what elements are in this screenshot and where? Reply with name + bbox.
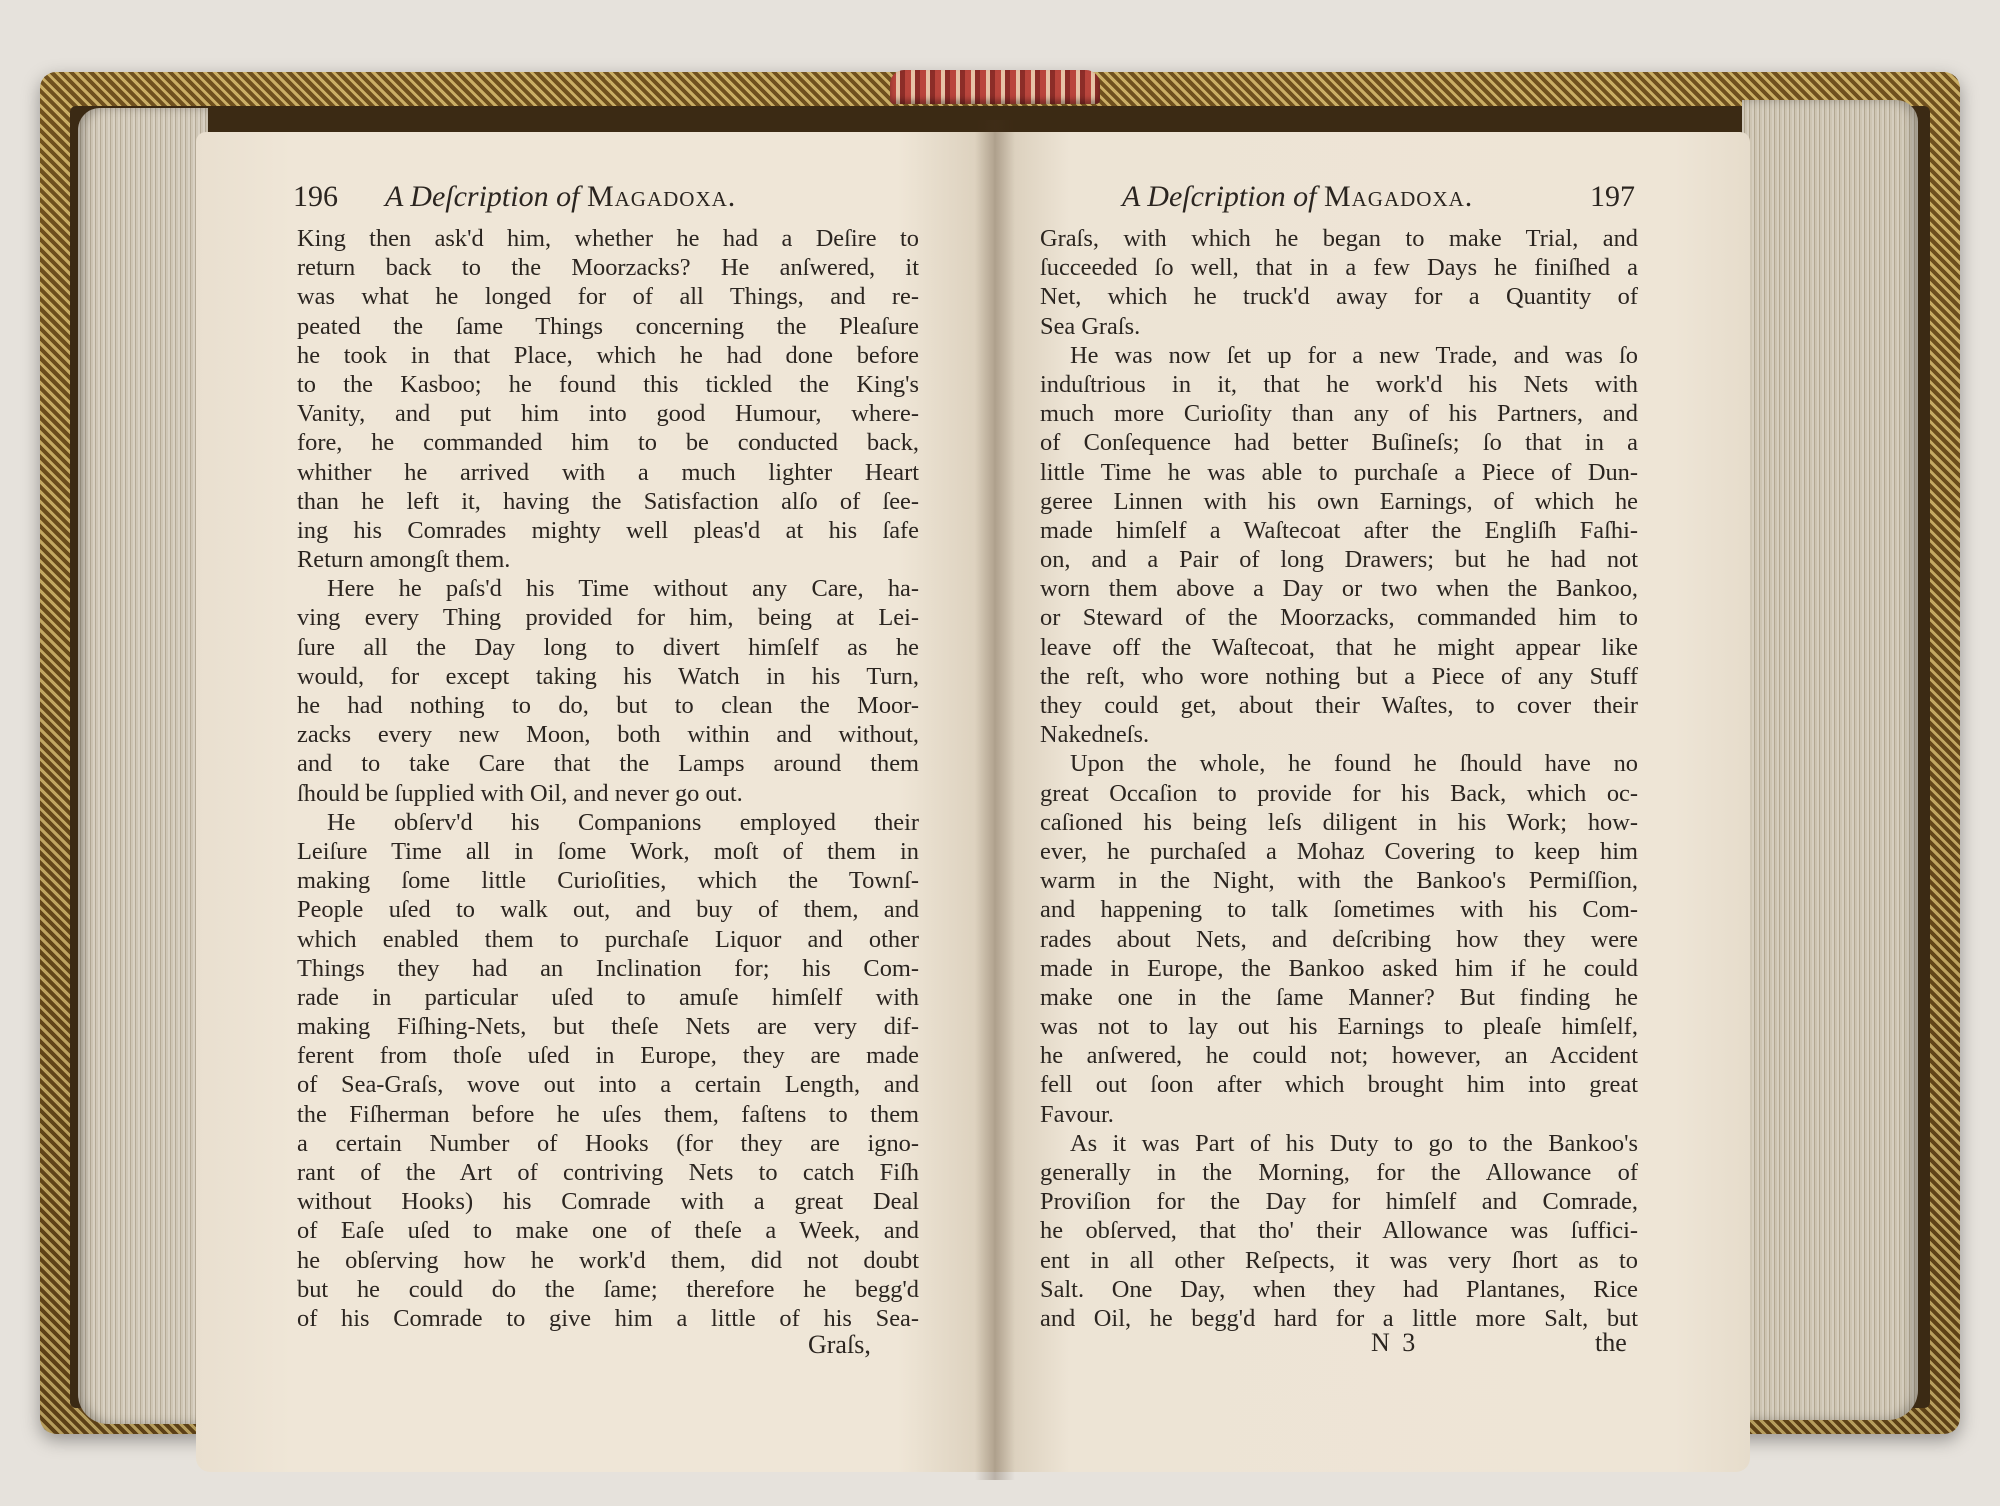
text-line: return back to the Moorzacks? He anſwered, it xyxy=(297,254,919,282)
text-line: Sea Graſs. xyxy=(1040,312,1141,340)
left-running-head-caps: Magadoxa. xyxy=(586,180,737,213)
text-line: Here he paſs'd his Time without any Care, ha- xyxy=(327,575,919,603)
text-line: a certain Number of Hooks (for they are igno- xyxy=(297,1129,919,1157)
right-catchword: the xyxy=(1595,1328,1627,1357)
text-line: ing his Comrades mighty well pleas'd at his ſafe xyxy=(297,516,919,544)
text-line: but he could do the ſame; therefore he begg'd xyxy=(297,1275,919,1303)
text-line: rant of the Art of contriving Nets to catch Fiſh xyxy=(297,1159,919,1186)
text-line: He obſerv'd his Companions employed their xyxy=(327,808,919,836)
page-edges-right xyxy=(1742,100,1918,1420)
text-line: making Fiſhing-Nets, but theſe Nets are very dif- xyxy=(297,1013,919,1041)
right-text-block xyxy=(1040,224,1638,1333)
text-line: warm in the Night, with the Bankoo's Permiſſion, xyxy=(1040,867,1638,895)
text-line: whither he arrived with a much lighter Heart xyxy=(297,458,919,486)
text-line: and Oil, he begg'd hard for a little more Salt, but xyxy=(1040,1304,1638,1332)
page-edges-left xyxy=(78,108,208,1424)
text-line: zacks every new Moon, both within and without, xyxy=(297,721,919,749)
text-line: Nakedneſs. xyxy=(1040,721,1150,749)
text-line: he had nothing to do, but to clean the Moor- xyxy=(297,692,919,719)
text-line: making ſome little Curioſities, which the Townſ- xyxy=(297,867,919,895)
text-line: the reſt, who wore nothing but a Piece of any Stuff xyxy=(1040,662,1638,690)
text-line: little Time he was able to purchaſe a Piece of Dun- xyxy=(1040,458,1638,486)
left-page xyxy=(196,132,994,1472)
text-line: Graſs, with which he began to make Trial, and xyxy=(1040,225,1638,252)
text-line: he obſerving how he work'd them, did not doubt xyxy=(297,1246,919,1274)
text-line: Return amongſt them. xyxy=(297,546,511,574)
right-running-head-caps: Magadoxa. xyxy=(1323,180,1474,213)
text-line: ſhould be ſupplied with Oil, and never go out. xyxy=(297,779,743,807)
text-line: without Hooks) his Comrade with a great Deal xyxy=(297,1188,919,1216)
text-line: Leiſure Time all in ſome Work, moſt of them in xyxy=(297,837,919,865)
text-line: Net, which he truck'd away for a Quantity of xyxy=(1040,283,1638,311)
right-page-number: 197 xyxy=(1590,180,1635,213)
text-line: Things they had an Inclination for; his Com- xyxy=(297,954,919,982)
text-line: As it was Part of his Duty to go to the Bankoo's xyxy=(1070,1129,1638,1157)
text-line: he anſwered, he could not; however, an Accident xyxy=(1040,1042,1638,1070)
text-line: Proviſion for the Day for himſelf and Comrade, xyxy=(1040,1188,1638,1216)
text-line: and happening to talk ſometimes with his Com- xyxy=(1040,896,1638,924)
text-line: Salt. One Day, when they had Plantanes, Rice xyxy=(1040,1275,1638,1303)
right-running-head-italic: A Deſcription of xyxy=(1122,180,1324,213)
text-line: fell out ſoon after which brought him into great xyxy=(1040,1071,1638,1099)
text-line: ving every Thing provided for him, being at Lei- xyxy=(297,604,919,632)
text-line: made in Europe, the Bankoo asked him if he could xyxy=(1040,954,1638,982)
text-line: or Steward of the Moorzacks, commanded him to xyxy=(1040,604,1638,632)
text-line: on, and a Pair of long Drawers; but he had not xyxy=(1040,546,1638,574)
left-text-block xyxy=(297,224,919,1333)
text-line: he took in that Place, which he had done before xyxy=(297,341,919,369)
text-line: make one in the ſame Manner? But finding he xyxy=(1040,983,1638,1011)
text-line: leave off the Waſtecoat, that he might appear like xyxy=(1040,633,1638,661)
text-line: geree Linnen with his own Earnings, of which he xyxy=(1040,487,1638,515)
text-line: ſure all the Day long to divert himſelf as he xyxy=(297,633,919,661)
text-line: he obſerved, that tho' their Allowance was ſuffici- xyxy=(1040,1217,1638,1245)
text-line: of his Comrade to give him a little of his Sea- xyxy=(297,1304,919,1332)
text-line: rade in particular uſed to amuſe himſelf with xyxy=(297,983,919,1011)
text-line: ſucceeded ſo well, that in a few Days he finiſhed a xyxy=(1040,254,1638,282)
text-line: rades about Nets, and deſcribing how they were xyxy=(1040,925,1638,953)
text-line: much more Curioſity than any of his Partners, and xyxy=(1040,400,1638,428)
text-line: generally in the Morning, for the Allowance of xyxy=(1040,1159,1638,1186)
text-line: ent in all other Reſpects, it was very ſhort as to xyxy=(1040,1246,1638,1274)
text-line: Upon the whole, he found he ſhould have no xyxy=(1070,750,1638,778)
text-line: caſioned his being leſs diligent in his Work; how- xyxy=(1040,808,1638,836)
text-line: was not to lay out his Earnings to pleaſe himſelf, xyxy=(1040,1013,1638,1041)
text-line: ferent from thoſe uſed in Europe, they are made xyxy=(297,1042,919,1070)
text-line: King then ask'd him, whether he had a Deſire to xyxy=(297,225,919,252)
text-line: Vanity, and put him into good Humour, where- xyxy=(297,400,919,428)
text-line: of Eaſe uſed to make one of theſe a Week, and xyxy=(297,1217,919,1245)
left-page-number: 196 xyxy=(293,180,338,213)
text-line: worn them above a Day or two when the Bankoo, xyxy=(1040,575,1638,603)
text-line: He was now ſet up for a new Trade, and was ſo xyxy=(1070,341,1638,369)
text-line: fore, he commanded him to be conducted back, xyxy=(297,429,919,457)
text-line: which enabled them to purchaſe Liquor and other xyxy=(297,925,919,953)
left-running-head xyxy=(385,180,736,214)
text-line: ever, he purchaſed a Mohaz Covering to keep him xyxy=(1040,837,1638,865)
right-running-head xyxy=(1122,180,1473,214)
text-line: induſtrious in it, that he work'd his Nets with xyxy=(1040,370,1638,398)
text-line: peated the ſame Things concerning the Pleaſure xyxy=(297,312,919,340)
text-line: Favour. xyxy=(1040,1100,1114,1128)
left-running-head-italic: A Deſcription of xyxy=(385,180,587,213)
text-line: great Occaſion to provide for his Back, which oc- xyxy=(1040,779,1638,807)
text-line: of Sea-Graſs, wove out into a certain Length, and xyxy=(297,1071,919,1099)
text-line: of Conſequence had better Buſineſs; ſo that in a xyxy=(1040,429,1638,457)
text-line: would, for except taking his Watch in his Turn, xyxy=(297,662,919,690)
text-line: and to take Care that the Lamps around them xyxy=(297,750,919,778)
text-line: than he left it, having the Satisfaction alſo of ſee- xyxy=(297,487,919,515)
text-line: to the Kasboo; he found this tickled the King's xyxy=(297,370,919,398)
text-line: was what he longed for of all Things, and re- xyxy=(297,283,919,311)
text-line: People uſed to walk out, and buy of them, and xyxy=(297,896,919,924)
text-line: the Fiſherman before he uſes them, faſtens to them xyxy=(297,1100,919,1128)
left-catchword: Graſs, xyxy=(808,1330,871,1359)
text-line: they could get, about their Waſtes, to cover their xyxy=(1040,692,1638,719)
signature-mark: N 3 xyxy=(1371,1328,1419,1357)
right-page xyxy=(994,132,1750,1472)
text-line: made himſelf a Waſtecoat after the Engliſh Faſhi- xyxy=(1040,516,1638,544)
headband xyxy=(890,70,1100,104)
